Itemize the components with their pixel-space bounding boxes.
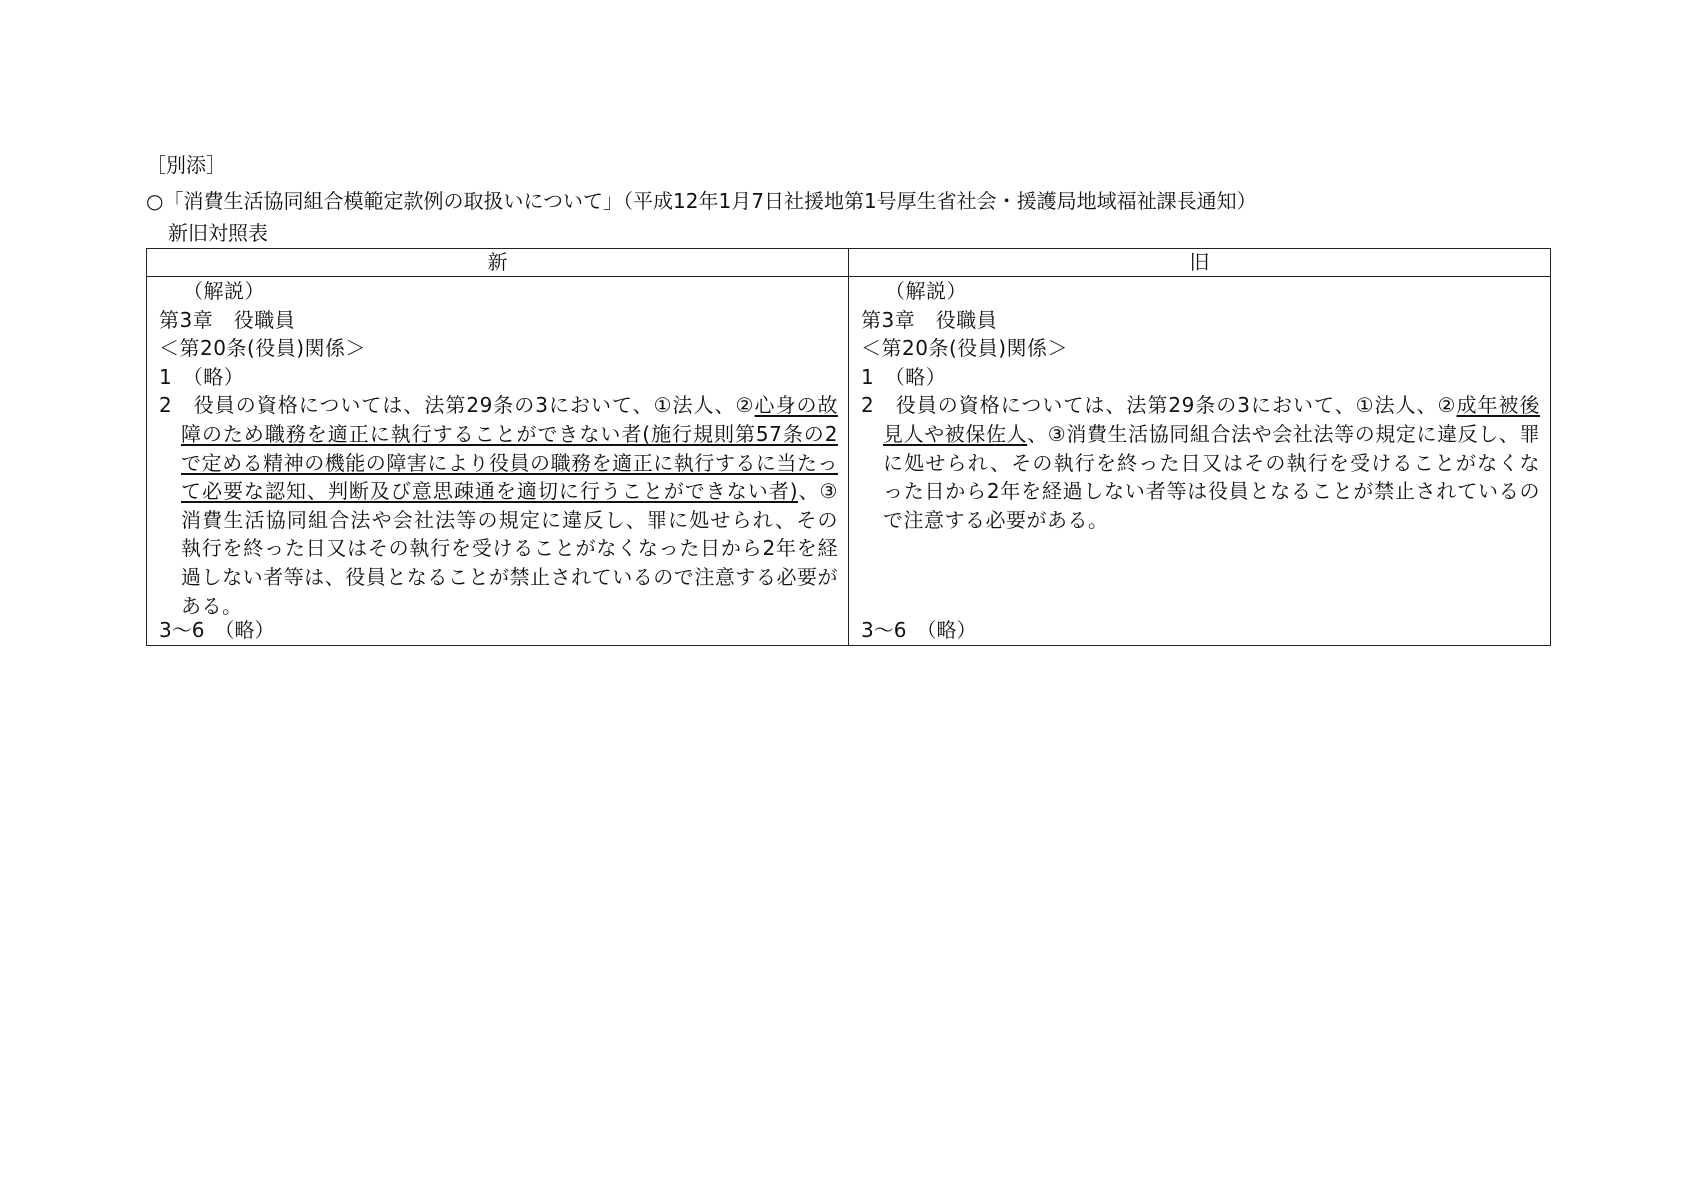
new-item-2-continuation: 、③消費生活協同組合法や会社法等の規定に違反し、罪に処せられ、その執行を終った日又はその執行を受けることがなくなった日から2年を経過しない者等は [181, 479, 838, 589]
new-item-2-amended-text: 心身の故障のため職務を適正に執行することができない者(施行規則第57条の2で定める精神の機能の障害により役員の職務を適正に執行するに当たって必要な認知、判断及び意思疎通を適切に行うことができない者) [181, 393, 839, 504]
new-item-1: 1 （略） [159, 364, 245, 389]
new-item-2-lead: 2 役員の資格については、法第29条の3において、①法人、② [159, 393, 755, 418]
new-chapter-heading: 第3章 役職員 [159, 307, 296, 332]
new-item-3-6: 3～6 （略） [159, 618, 275, 643]
old-text-cell [849, 277, 1551, 646]
comparison-table [146, 248, 1551, 646]
new-section-heading: ＜第20条(役員)関係＞ [159, 336, 367, 361]
table-header-row [147, 249, 1551, 277]
table-row [147, 277, 1551, 646]
old-section-heading: ＜第20条(役員)関係＞ [861, 336, 1069, 361]
column-header-old: 旧 [849, 249, 1551, 277]
old-item-3-6: 3～6 （略） [861, 618, 977, 643]
column-header-new: 新 [147, 249, 849, 277]
new-text-cell [147, 277, 849, 646]
old-item-2-continuation: 、③消費生活協同組合法や会社法等の規定に違反し、罪に処せられ、その執行を終った日又はその執行を受けることがなくなった日から2年を経過しない者等は役員となることが禁止されているので注意する必要がある。 [883, 421, 1541, 532]
document-subtitle: 新旧対照表 [168, 221, 268, 245]
new-item-2-ending: 役員となることが禁止されているので注意する必要がある。 [181, 564, 839, 618]
old-item-2-lead: 2 役員の資格については、法第29条の3において、①法人、② [861, 393, 1457, 418]
new-item-2-mark: 、 [324, 564, 346, 589]
document [146, 150, 1550, 646]
old-item-2 [861, 391, 1540, 534]
new-commentary-label: （解説） [183, 279, 265, 303]
document-title: ○「消費生活協同組合模範定款例の取扱いについて」（平成12年1月7日社援地第1号厚生省社会・援護局地域福祉課長通知） [146, 189, 1257, 213]
old-commentary-label: （解説） [885, 279, 967, 303]
new-item-2 [159, 391, 838, 620]
old-chapter-heading: 第3章 役職員 [861, 307, 998, 332]
old-item-1: 1 （略） [861, 364, 947, 389]
attachment-label: ［別添］ [146, 153, 226, 177]
old-item-2-amended-text: 成年被後見人や被保佐人 [883, 393, 1541, 446]
